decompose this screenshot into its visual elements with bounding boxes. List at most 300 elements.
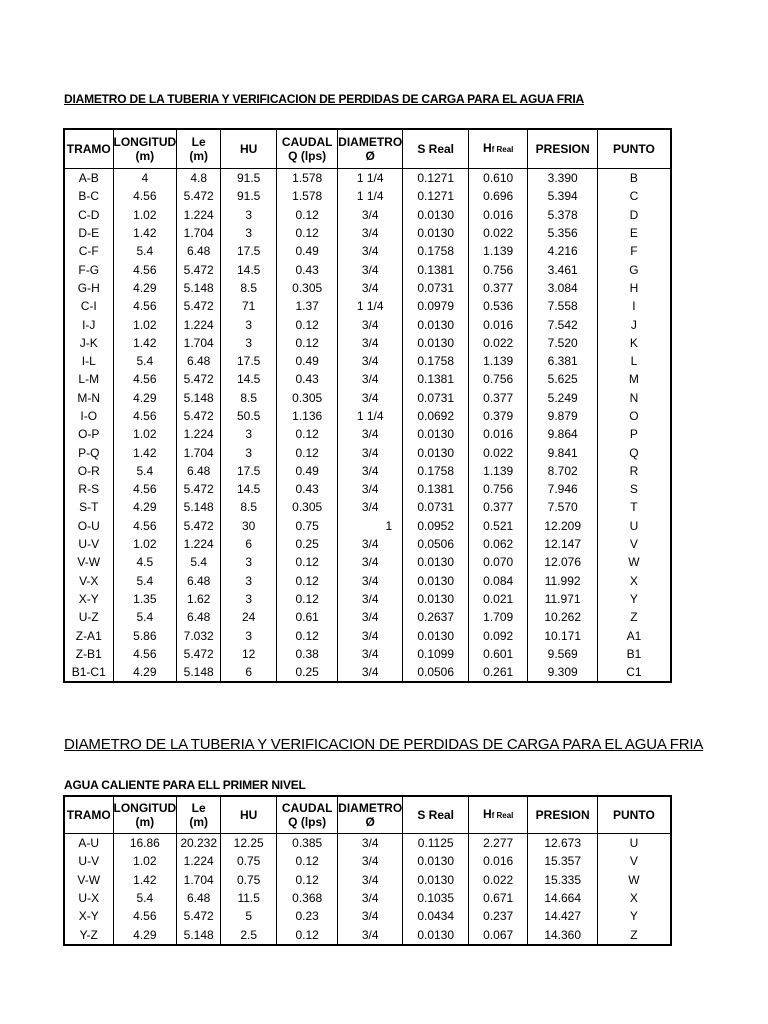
cell-hfreal: 0.016 <box>469 852 528 870</box>
cell-caudal: 0.49 <box>277 462 338 480</box>
cell-sreal: 0.0130 <box>403 553 469 571</box>
table2-title: DIAMETRO DE LA TUBERIA Y VERIFICACION DE PERDIDAS DE CARGA PARA EL AGUA FRIA <box>64 736 704 753</box>
cell-le: 20.232 <box>177 834 221 853</box>
cell-hfreal: 0.671 <box>469 889 528 907</box>
cell-punto: U <box>598 834 671 853</box>
col-header-sreal: S Real <box>403 796 469 834</box>
cell-diametro: 3/4 <box>338 334 403 352</box>
cell-diametro: 3/4 <box>338 645 403 663</box>
cell-hu: 0.75 <box>221 871 277 889</box>
cell-sreal: 0.0434 <box>403 907 469 925</box>
cell-hu: 12.25 <box>221 834 277 853</box>
table-row <box>64 834 671 853</box>
cell-tramo: B1-C1 <box>64 663 113 682</box>
cell-punto: Z <box>598 925 671 944</box>
cell-sreal: 0.0130 <box>403 572 469 590</box>
table-row <box>64 370 671 388</box>
cell-sreal: 0.1271 <box>403 187 469 205</box>
cell-diametro: 1 <box>338 517 403 535</box>
cell-longitud: 4.5 <box>113 553 177 571</box>
cell-hfreal: 1.139 <box>469 242 528 260</box>
cell-longitud: 4.29 <box>113 279 177 297</box>
cell-diametro: 3/4 <box>338 425 403 443</box>
cell-diametro: 3/4 <box>338 480 403 498</box>
table-row <box>64 907 671 925</box>
cell-diametro: 3/4 <box>338 907 403 925</box>
cell-presion: 5.394 <box>528 187 598 205</box>
cell-le: 6.48 <box>177 242 221 260</box>
cell-hu: 3 <box>221 590 277 608</box>
cell-le: 6.48 <box>177 462 221 480</box>
cell-hu: 6 <box>221 535 277 553</box>
cell-hfreal: 0.756 <box>469 260 528 278</box>
cell-hu: 14.5 <box>221 260 277 278</box>
cell-presion: 3.461 <box>528 260 598 278</box>
hot-water-table <box>63 795 672 946</box>
cell-tramo: U-V <box>64 535 113 553</box>
cell-tramo: U-V <box>64 852 113 870</box>
cell-sreal: 0.1381 <box>403 480 469 498</box>
cell-diametro: 3/4 <box>338 889 403 907</box>
cell-diametro: 3/4 <box>338 498 403 516</box>
cell-punto: D <box>598 206 671 224</box>
cell-caudal: 0.12 <box>277 925 338 944</box>
cell-hu: 17.5 <box>221 462 277 480</box>
cell-hfreal: 0.696 <box>469 187 528 205</box>
cell-longitud: 1.02 <box>113 315 177 333</box>
cell-sreal: 0.0130 <box>403 206 469 224</box>
table-row <box>64 590 671 608</box>
cell-caudal: 0.25 <box>277 663 338 682</box>
cell-presion: 11.971 <box>528 590 598 608</box>
cell-caudal: 0.368 <box>277 889 338 907</box>
cell-hfreal: 0.070 <box>469 553 528 571</box>
cell-le: 1.704 <box>177 224 221 242</box>
cell-le: 5.148 <box>177 279 221 297</box>
cell-hfreal: 0.377 <box>469 498 528 516</box>
cell-sreal: 0.1758 <box>403 462 469 480</box>
col-header-punto: PUNTO <box>598 796 671 834</box>
cell-hu: 3 <box>221 443 277 461</box>
cell-hu: 30 <box>221 517 277 535</box>
cell-longitud: 4.29 <box>113 389 177 407</box>
cell-tramo: C-I <box>64 297 113 315</box>
cell-hu: 11.5 <box>221 889 277 907</box>
cell-punto: H <box>598 279 671 297</box>
table-row <box>64 553 671 571</box>
cell-hfreal: 0.022 <box>469 334 528 352</box>
cell-le: 5.148 <box>177 925 221 944</box>
table-row <box>64 389 671 407</box>
cell-sreal: 0.0130 <box>403 871 469 889</box>
cell-hfreal: 0.379 <box>469 407 528 425</box>
cell-hu: 5 <box>221 907 277 925</box>
cell-longitud: 1.35 <box>113 590 177 608</box>
cell-sreal: 0.0979 <box>403 297 469 315</box>
cell-diametro: 3/4 <box>338 626 403 644</box>
cell-punto: X <box>598 889 671 907</box>
cell-sreal: 0.1125 <box>403 834 469 853</box>
cell-caudal: 0.12 <box>277 590 338 608</box>
cell-le: 5.148 <box>177 498 221 516</box>
col-header-caudal: CAUDAL Q (lps) <box>277 129 338 169</box>
cell-presion: 3.390 <box>528 169 598 188</box>
cell-presion: 5.249 <box>528 389 598 407</box>
cell-le: 1.224 <box>177 425 221 443</box>
cell-presion: 15.357 <box>528 852 598 870</box>
cell-sreal: 0.0130 <box>403 334 469 352</box>
cell-hu: 91.5 <box>221 187 277 205</box>
cell-hfreal: 0.022 <box>469 871 528 889</box>
cell-le: 5.4 <box>177 553 221 571</box>
cell-punto: X <box>598 572 671 590</box>
cell-hfreal: 2.277 <box>469 834 528 853</box>
cell-longitud: 4.56 <box>113 517 177 535</box>
table-row <box>64 224 671 242</box>
cell-le: 5.472 <box>177 907 221 925</box>
cell-diametro: 3/4 <box>338 553 403 571</box>
cell-punto: U <box>598 517 671 535</box>
cell-presion: 9.569 <box>528 645 598 663</box>
cell-le: 5.148 <box>177 663 221 682</box>
cell-hfreal: 0.021 <box>469 590 528 608</box>
cell-le: 5.472 <box>177 370 221 388</box>
cell-longitud: 4.29 <box>113 925 177 944</box>
table-row <box>64 462 671 480</box>
cell-tramo: V-X <box>64 572 113 590</box>
cell-longitud: 5.86 <box>113 626 177 644</box>
cell-le: 1.224 <box>177 206 221 224</box>
cell-hu: 6 <box>221 663 277 682</box>
col-header-hfreal: Hf Real <box>469 796 528 834</box>
cell-tramo: M-N <box>64 389 113 407</box>
cell-tramo: L-M <box>64 370 113 388</box>
cell-longitud: 1.42 <box>113 443 177 461</box>
cell-longitud: 4.56 <box>113 407 177 425</box>
cell-longitud: 4 <box>113 169 177 188</box>
cell-le: 1.224 <box>177 852 221 870</box>
cell-presion: 7.558 <box>528 297 598 315</box>
cell-sreal: 0.1758 <box>403 352 469 370</box>
table-row <box>64 517 671 535</box>
cell-hu: 0.75 <box>221 852 277 870</box>
cell-le: 1.224 <box>177 315 221 333</box>
cell-hu: 3 <box>221 334 277 352</box>
cell-longitud: 1.02 <box>113 425 177 443</box>
cell-hfreal: 0.237 <box>469 907 528 925</box>
cell-tramo: A-U <box>64 834 113 853</box>
cell-presion: 10.262 <box>528 608 598 626</box>
cell-sreal: 0.1381 <box>403 370 469 388</box>
cell-hu: 8.5 <box>221 279 277 297</box>
cell-hu: 71 <box>221 297 277 315</box>
cell-longitud: 4.56 <box>113 480 177 498</box>
cell-diametro: 3/4 <box>338 224 403 242</box>
cell-diametro: 3/4 <box>338 279 403 297</box>
cell-hfreal: 0.377 <box>469 389 528 407</box>
cell-presion: 5.378 <box>528 206 598 224</box>
cell-presion: 8.702 <box>528 462 598 480</box>
cell-hu: 91.5 <box>221 169 277 188</box>
cell-le: 6.48 <box>177 889 221 907</box>
cell-tramo: F-G <box>64 260 113 278</box>
cell-sreal: 0.0506 <box>403 535 469 553</box>
cell-diametro: 1 1/4 <box>338 187 403 205</box>
cell-hfreal: 0.084 <box>469 572 528 590</box>
cell-diametro: 3/4 <box>338 206 403 224</box>
cell-punto: E <box>598 224 671 242</box>
cell-diametro: 3/4 <box>338 608 403 626</box>
cell-le: 6.48 <box>177 608 221 626</box>
cell-presion: 7.570 <box>528 498 598 516</box>
table-row <box>64 480 671 498</box>
col-header-tramo: TRAMO <box>64 796 113 834</box>
cell-le: 5.148 <box>177 389 221 407</box>
cell-hfreal: 1.139 <box>469 352 528 370</box>
cell-tramo: X-Y <box>64 907 113 925</box>
cell-caudal: 0.12 <box>277 443 338 461</box>
table-header-row <box>64 129 671 169</box>
cell-tramo: P-Q <box>64 443 113 461</box>
cell-punto: G <box>598 260 671 278</box>
cell-diametro: 3/4 <box>338 389 403 407</box>
cell-presion: 7.946 <box>528 480 598 498</box>
cell-punto: F <box>598 242 671 260</box>
col-header-presion: PRESION <box>528 796 598 834</box>
cell-tramo: R-S <box>64 480 113 498</box>
cell-sreal: 0.0130 <box>403 224 469 242</box>
cell-diametro: 3/4 <box>338 663 403 682</box>
cell-le: 1.704 <box>177 334 221 352</box>
cell-hfreal: 0.756 <box>469 370 528 388</box>
cell-diametro: 3/4 <box>338 834 403 853</box>
cell-diametro: 3/4 <box>338 443 403 461</box>
cell-punto: S <box>598 480 671 498</box>
cell-punto: P <box>598 425 671 443</box>
cell-punto: Y <box>598 590 671 608</box>
cell-caudal: 0.23 <box>277 907 338 925</box>
cell-hu: 12 <box>221 645 277 663</box>
cell-diametro: 3/4 <box>338 462 403 480</box>
cell-caudal: 0.12 <box>277 626 338 644</box>
cell-longitud: 4.56 <box>113 645 177 663</box>
cell-diametro: 3/4 <box>338 535 403 553</box>
cell-hu: 8.5 <box>221 498 277 516</box>
table-row <box>64 925 671 944</box>
cell-hfreal: 0.092 <box>469 626 528 644</box>
cell-diametro: 3/4 <box>338 260 403 278</box>
col-header-diametro: DIAMETRO Ø <box>338 129 403 169</box>
cell-longitud: 5.4 <box>113 608 177 626</box>
cell-longitud: 4.56 <box>113 260 177 278</box>
cell-diametro: 3/4 <box>338 871 403 889</box>
cell-punto: T <box>598 498 671 516</box>
table-row <box>64 871 671 889</box>
cell-presion: 3.084 <box>528 279 598 297</box>
cell-sreal: 0.0952 <box>403 517 469 535</box>
cell-punto: W <box>598 871 671 889</box>
cell-longitud: 1.42 <box>113 224 177 242</box>
cell-sreal: 0.0731 <box>403 389 469 407</box>
cell-hfreal: 1.709 <box>469 608 528 626</box>
cell-tramo: C-F <box>64 242 113 260</box>
cell-sreal: 0.1381 <box>403 260 469 278</box>
cell-tramo: A-B <box>64 169 113 188</box>
cell-presion: 9.841 <box>528 443 598 461</box>
cell-caudal: 0.12 <box>277 553 338 571</box>
cell-diametro: 3/4 <box>338 590 403 608</box>
cell-diametro: 3/4 <box>338 925 403 944</box>
cell-presion: 10.171 <box>528 626 598 644</box>
cell-presion: 9.864 <box>528 425 598 443</box>
table-row <box>64 407 671 425</box>
col-header-tramo: TRAMO <box>64 129 113 169</box>
cell-punto: R <box>598 462 671 480</box>
cell-caudal: 0.38 <box>277 645 338 663</box>
table-row <box>64 169 671 188</box>
cell-le: 5.472 <box>177 480 221 498</box>
cell-tramo: Y-Z <box>64 925 113 944</box>
table-row <box>64 443 671 461</box>
cell-hfreal: 0.521 <box>469 517 528 535</box>
table-row <box>64 279 671 297</box>
cell-punto: K <box>598 334 671 352</box>
cell-le: 6.48 <box>177 572 221 590</box>
cell-tramo: G-H <box>64 279 113 297</box>
cell-punto: N <box>598 389 671 407</box>
cell-longitud: 5.4 <box>113 352 177 370</box>
cell-caudal: 0.75 <box>277 517 338 535</box>
cell-le: 5.472 <box>177 260 221 278</box>
table-row <box>64 572 671 590</box>
cell-sreal: 0.0692 <box>403 407 469 425</box>
cell-tramo: Z-A1 <box>64 626 113 644</box>
cell-hu: 3 <box>221 206 277 224</box>
cell-caudal: 0.25 <box>277 535 338 553</box>
cell-tramo: O-U <box>64 517 113 535</box>
cell-longitud: 4.29 <box>113 663 177 682</box>
cell-caudal: 0.12 <box>277 871 338 889</box>
cell-hfreal: 0.022 <box>469 443 528 461</box>
cell-le: 6.48 <box>177 352 221 370</box>
cell-sreal: 0.2637 <box>403 608 469 626</box>
cell-punto: V <box>598 535 671 553</box>
cell-longitud: 4.56 <box>113 907 177 925</box>
table-row <box>64 852 671 870</box>
cell-longitud: 5.4 <box>113 242 177 260</box>
cell-sreal: 0.0130 <box>403 626 469 644</box>
table-row <box>64 260 671 278</box>
cell-le: 4.8 <box>177 169 221 188</box>
cell-presion: 4.216 <box>528 242 598 260</box>
cell-punto: A1 <box>598 626 671 644</box>
cell-presion: 14.360 <box>528 925 598 944</box>
cell-punto: M <box>598 370 671 388</box>
cell-hu: 3 <box>221 425 277 443</box>
table-row <box>64 425 671 443</box>
cell-longitud: 4.29 <box>113 498 177 516</box>
cell-hfreal: 0.016 <box>469 315 528 333</box>
cell-presion: 14.427 <box>528 907 598 925</box>
col-header-hu: HU <box>221 129 277 169</box>
cell-le: 5.472 <box>177 407 221 425</box>
cell-diametro: 1 1/4 <box>338 169 403 188</box>
cell-hfreal: 1.139 <box>469 462 528 480</box>
cell-hfreal: 0.377 <box>469 279 528 297</box>
cell-presion: 7.520 <box>528 334 598 352</box>
cell-caudal: 0.12 <box>277 334 338 352</box>
cell-hfreal: 0.016 <box>469 425 528 443</box>
cell-caudal: 1.578 <box>277 187 338 205</box>
cell-diametro: 3/4 <box>338 315 403 333</box>
cell-hu: 14.5 <box>221 370 277 388</box>
cell-hu: 24 <box>221 608 277 626</box>
cell-longitud: 1.02 <box>113 535 177 553</box>
cell-punto: C1 <box>598 663 671 682</box>
cell-longitud: 5.4 <box>113 572 177 590</box>
cell-hfreal: 0.062 <box>469 535 528 553</box>
cell-presion: 11.992 <box>528 572 598 590</box>
cell-tramo: I-O <box>64 407 113 425</box>
cell-diametro: 3/4 <box>338 242 403 260</box>
cell-caudal: 0.49 <box>277 352 338 370</box>
col-header-caudal: CAUDAL Q (lps) <box>277 796 338 834</box>
cell-presion: 12.209 <box>528 517 598 535</box>
cell-hu: 3 <box>221 553 277 571</box>
cell-longitud: 5.4 <box>113 462 177 480</box>
cell-tramo: U-X <box>64 889 113 907</box>
cell-hfreal: 0.610 <box>469 169 528 188</box>
cell-presion: 14.664 <box>528 889 598 907</box>
table-row <box>64 242 671 260</box>
cell-caudal: 0.12 <box>277 206 338 224</box>
cell-presion: 12.147 <box>528 535 598 553</box>
cell-diametro: 3/4 <box>338 352 403 370</box>
cell-hfreal: 0.756 <box>469 480 528 498</box>
cell-sreal: 0.0130 <box>403 443 469 461</box>
cell-tramo: V-W <box>64 871 113 889</box>
cell-le: 5.472 <box>177 187 221 205</box>
cell-sreal: 0.0130 <box>403 852 469 870</box>
col-header-le: Le (m) <box>177 129 221 169</box>
cell-hfreal: 0.536 <box>469 297 528 315</box>
col-header-presion: PRESION <box>528 129 598 169</box>
cell-sreal: 0.1271 <box>403 169 469 188</box>
cell-caudal: 0.49 <box>277 242 338 260</box>
cell-punto: C <box>598 187 671 205</box>
cell-presion: 6.381 <box>528 352 598 370</box>
cell-tramo: X-Y <box>64 590 113 608</box>
col-header-sreal: S Real <box>403 129 469 169</box>
cell-hfreal: 0.261 <box>469 663 528 682</box>
cell-longitud: 5.4 <box>113 889 177 907</box>
table-header-row <box>64 796 671 834</box>
cell-diametro: 1 1/4 <box>338 297 403 315</box>
cell-punto: J <box>598 315 671 333</box>
table-row <box>64 297 671 315</box>
table-row <box>64 889 671 907</box>
table-row <box>64 626 671 644</box>
cell-caudal: 0.305 <box>277 498 338 516</box>
col-header-hfreal: Hf Real <box>469 129 528 169</box>
cell-tramo: I-J <box>64 315 113 333</box>
cell-presion: 5.356 <box>528 224 598 242</box>
cell-tramo: J-K <box>64 334 113 352</box>
cell-punto: B1 <box>598 645 671 663</box>
cell-diametro: 3/4 <box>338 370 403 388</box>
cell-longitud: 4.56 <box>113 187 177 205</box>
cell-caudal: 0.43 <box>277 260 338 278</box>
